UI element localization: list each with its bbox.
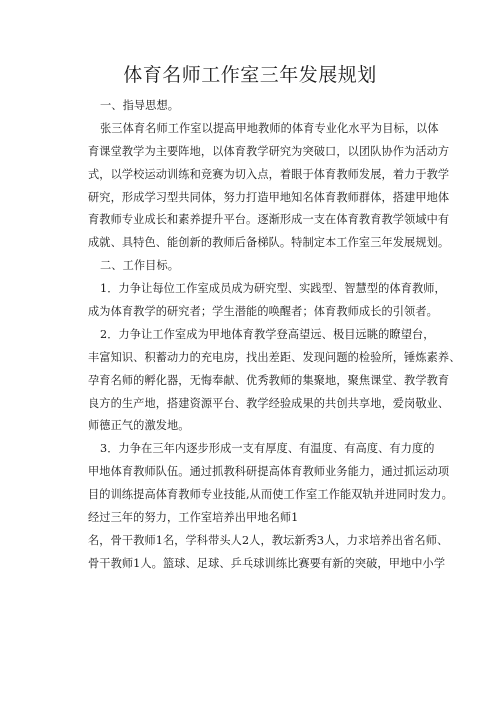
text-line: 3．力争在三年内逐步形成一支有厚度、有温度、有高度、有力度的	[100, 442, 435, 456]
text-line: 1．力争让每位工作室成员成为研究型、实践型、智慧型的体育教师，	[100, 282, 446, 296]
text-line: 甲地体育教师队伍。通过抓教科研提高体育教师业务能力，通过抓运动项	[88, 465, 450, 479]
text-line: 师德正气的激发地。	[88, 419, 190, 433]
text-line: 孕育名师的孵化器，无悔奉献、优秀教师的集聚地，聚焦课堂、教学教育	[88, 373, 450, 387]
document-body	[88, 95, 461, 576]
text-line: 丰富知识、积蓄动力的充电房，找出差距、发现问题的检验所，锤炼素养、	[88, 350, 461, 364]
text-line: 骨干教师1人。篮球、足球、乒乓球训练比赛要有新的突破，甲地中小学	[88, 556, 446, 570]
text-line: 2．力争让工作室成为甲地体育教学登高望远、极目远眺的瞭望台，	[100, 327, 435, 341]
text-line: 名，骨干教师1名，学科带头人2人，教坛新秀3人，力求培养出省名师、	[88, 533, 449, 547]
document-title: 体育名师工作室三年发展规划	[123, 64, 377, 86]
text-line: 二、工作目标。	[100, 259, 180, 273]
text-line: 张三体育名师工作室以提高甲地教师的体育专业化水平为目标，以体	[100, 121, 439, 135]
text-line: 良方的生产地，搭建资源平台、教学经验成果的共创共享地，爱岗敬业、	[88, 396, 450, 410]
text-line: 研究，形成学习型共同体，努力打造甲地知名体育教师群体，搭建甲地体	[88, 190, 450, 204]
text-line: 成为体育教学的研究者；学生潜能的唤醒者；体育教师成长的引领者。	[88, 305, 438, 319]
text-line: 成就、具特色、能创新的教师后备梯队。特制定本工作室三年发展规划。	[88, 236, 450, 250]
text-line: 经过三年的努力，工作室培养出甲地名师1	[88, 511, 299, 525]
text-line: 目的训练提高体育教师专业技能,从而使工作室工作能双轨并进同时发力。	[88, 488, 453, 502]
text-line: 育课堂教学为主要阵地，以体育教学研究为突破口，以团队协作为活动方	[88, 144, 450, 158]
text-line: 育教师专业成长和素养提升平台。逐渐形成一支在体育教育教学领域中有	[88, 213, 450, 227]
text-line: 一、指导思想。	[100, 99, 180, 112]
text-line: 式，以学校运动训练和竞赛为切入点，着眼于体育教师发展，着力于教学	[88, 167, 450, 181]
